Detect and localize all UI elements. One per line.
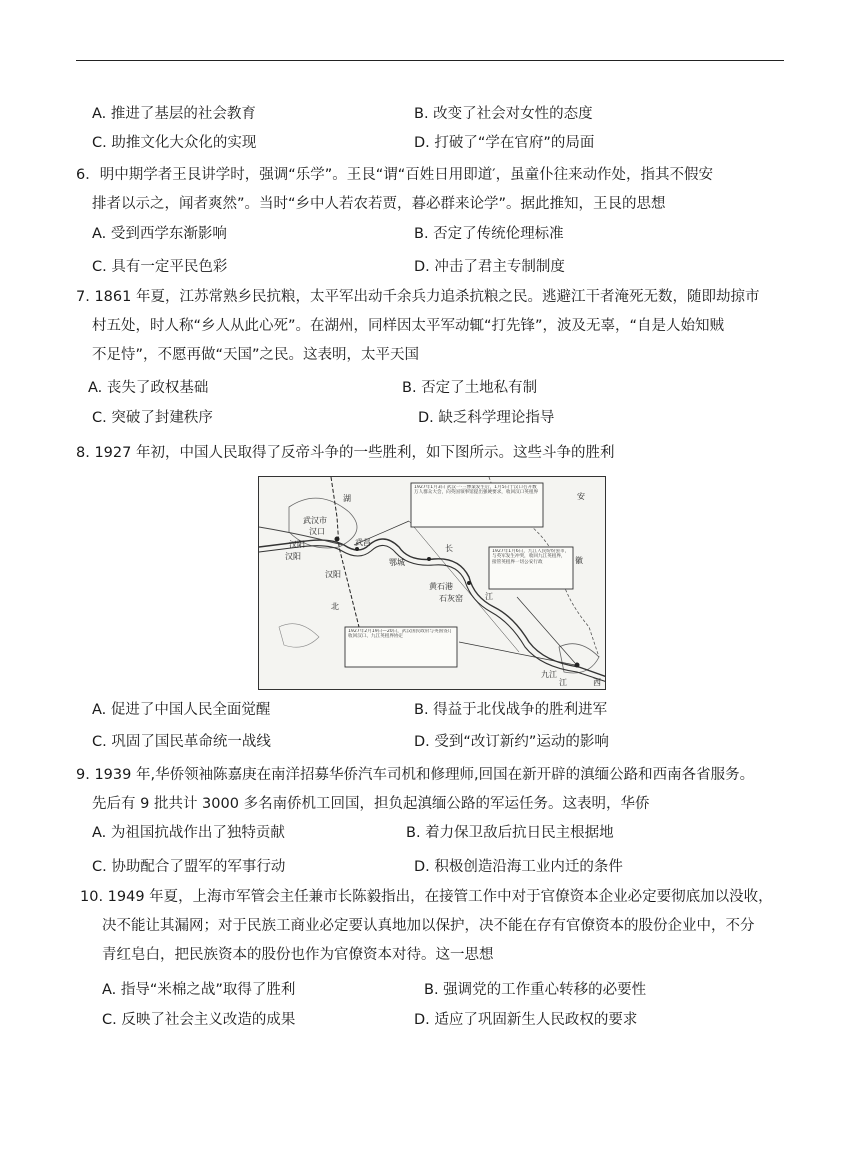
q10-option-a: A. 指导“米棉之战”取得了胜利 xyxy=(102,982,296,998)
q7-stem-line-2: 村五处，时人称“乡人从此心死”。在湖州，同样因太平军动辄“打先锋”，波及无辜，“自是人始知贼 xyxy=(92,318,725,334)
wuhan-marker xyxy=(335,537,340,542)
map-label-hanyang-2: 汉阳 xyxy=(285,552,301,561)
q7-option-c: C. 突破了封建秩序 xyxy=(92,410,213,426)
map-note-1: 1927年1月3日 武汉一·三惨案发生后，1月5日于汉口召开数万人群众大会，向英国领事馆提出强硬要求，收回汉口英租界 xyxy=(414,485,539,496)
q7-stem-line-3: 不足恃”，不愿再做“天国”之民。这表明，太平天国 xyxy=(92,347,420,363)
q9-option-a: A. 为祖国抗战作出了独特贡献 xyxy=(92,825,285,841)
map-label-jiujiang: 九江 xyxy=(541,670,557,679)
q8-option-c: C. 巩固了国民革命统一战线 xyxy=(92,734,271,750)
map-label-jiang-2: 江 xyxy=(559,678,567,687)
map-drawing xyxy=(259,477,606,690)
q10-option-d: D. 适应了巩固新生人民政权的要求 xyxy=(414,1012,638,1028)
q8-option-a: A. 促进了中国人民全面觉醒 xyxy=(92,702,271,718)
map-label-chang: 长 xyxy=(445,544,453,553)
map-note-3: 1927年2月19日—20日，武汉国民政府与英国签订收回汉口、九江英租界协定 xyxy=(348,629,453,640)
historical-map-figure xyxy=(258,476,606,690)
map-label-huangshi: 黄石港 xyxy=(429,582,453,591)
q10-stem-line-1: 10. 1949 年夏，上海市军管会主任兼市长陈毅指出，在接管工作中对于官僚资本企业必定要彻底加以没收， xyxy=(80,889,773,905)
map-label-anhui-1: 安 xyxy=(577,492,585,501)
q9-option-b: B. 着力保卫敌后抗日民主根据地 xyxy=(406,825,614,841)
q5-option-a: A. 推进了基层的社会教育 xyxy=(92,106,256,122)
q7-option-b: B. 否定了土地私有制 xyxy=(402,380,538,396)
map-label-xi: 西 xyxy=(593,678,601,687)
header-rule xyxy=(76,60,784,61)
q10-option-b: B. 强调党的工作重心转移的必要性 xyxy=(424,982,647,998)
q6-option-c: C. 具有一定平民色彩 xyxy=(92,259,228,275)
map-label-hu: 湖 xyxy=(343,494,351,503)
map-label-hanyang-1: 汉阳 xyxy=(289,540,305,549)
q10-option-c: C. 反映了社会主义改造的成果 xyxy=(102,1012,296,1028)
q8-stem-line-1: 8. 1927 年初，中国人民取得了反帝斗争的一些胜利，如下图所示。这些斗争的胜利 xyxy=(76,445,615,461)
q7-stem-line-1: 7. 1861 年夏，江苏常熟乡民抗粮，太平军出动千余兵力追杀抗粮之民。逃避江干者淹死无数，随即劫掠市 xyxy=(76,289,760,305)
q6-option-d: D. 冲击了君主专制制度 xyxy=(414,259,565,275)
map-label-anhui-2: 徽 xyxy=(575,556,583,565)
q9-stem-line-2: 先后有 9 批共计 3000 多名南侨机工回国，担负起滇缅公路的军运任务。这表明，华侨 xyxy=(92,796,650,812)
jiujiang-marker xyxy=(575,663,580,668)
map-label-shishan: 石灰窑 xyxy=(439,594,463,603)
q6-option-a: A. 受到西学东渐影响 xyxy=(92,226,227,242)
q9-option-c: C. 协助配合了盟军的军事行动 xyxy=(92,859,286,875)
map-label-jiang: 江 xyxy=(485,592,493,601)
q7-option-d: D. 缺乏科学理论指导 xyxy=(418,410,555,426)
map-label-hankou: 汉口 xyxy=(309,527,325,536)
q10-stem-line-3: 青红皂白，把民族资本的股份也作为官僚资本对待。这一思想 xyxy=(102,947,494,963)
map-label-wuchang: 武昌 xyxy=(355,538,371,547)
q8-option-b: B. 得益于北伐战争的胜利进军 xyxy=(414,702,608,718)
map-label-bei: 北 xyxy=(331,602,339,611)
q9-option-d: D. 积极创造沿海工业内迁的条件 xyxy=(414,859,623,875)
q7-option-a: A. 丧失了政权基础 xyxy=(88,380,209,396)
map-note-2: 1927年1月6日，九江人民纷纷罢市，与英军发生冲突，收回九江英租界，接管英租界一切公安行政 xyxy=(492,549,570,565)
map-label-wuhan: 武汉市 xyxy=(303,516,327,525)
q8-option-d: D. 受到“改订新约”运动的影响 xyxy=(414,734,609,750)
map-label-hanyang-factory: 汉阳 xyxy=(325,570,341,579)
q5-option-b: B. 改变了社会对女性的态度 xyxy=(414,106,593,122)
map-label-ezhou: 鄂城 xyxy=(389,558,405,567)
q6-option-b: B. 否定了传统伦理标准 xyxy=(414,226,564,242)
q10-stem-line-2: 决不能让其漏网；对于民族工商业必定要认真地加以保护，决不能在存有官僚资本的股份企业中，不分 xyxy=(102,918,755,934)
q9-stem-line-1: 9. 1939 年,华侨领袖陈嘉庚在南洋招募华侨汽车司机和修理师,回国在新开辟的滇缅公路和西南各省服务。 xyxy=(76,767,755,783)
q6-stem-line-1: 6．明中期学者王艮讲学时，强调“乐学”。王艮“谓“百姓日用即道′，虽童仆往来动作处，指其不假安 xyxy=(76,167,714,183)
q5-option-d: D. 打破了“学在官府”的局面 xyxy=(414,135,595,151)
q5-option-c: C. 助推文化大众化的实现 xyxy=(92,135,257,151)
q6-stem-line-2: 排者以示之，闻者爽然”。当时“乡中人若农若贾，暮必群来论学”。据此推知，王艮的思想 xyxy=(92,196,666,212)
